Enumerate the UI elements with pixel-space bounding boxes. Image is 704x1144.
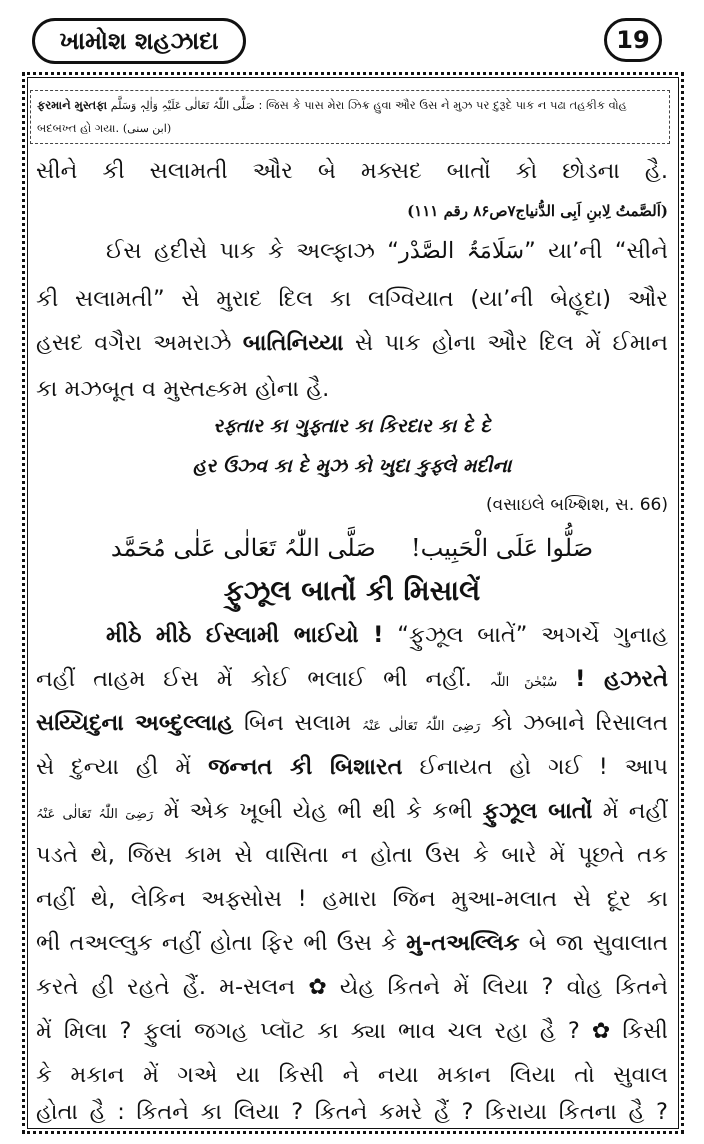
poem-reference: (વસાઇલે બખ્શિશ, સ. 66) (485, 495, 668, 515)
text-line-2-a: ઈસ હદીસે પાક કે અલ્ફાઝ “ (106, 238, 399, 264)
text-line-17: હોતા હૈ : કિતને કા લિયા ? કિતને કમરે હૈં ? કિરાયા કિતના હૈ ? (36, 1099, 668, 1125)
text-line-13-a: ભી તઅલ્લુક નહીં હોતા ફિર ભી ઉસ કે (36, 930, 407, 956)
text-line-12: નહીં થે, લેકિન અફ્સોસ ! હમારા જિન મુઆ-મલાત સે દૂર કા (36, 886, 668, 912)
text-line-7 (36, 656, 668, 702)
text-line-1: સીને કી સલામતી ઔર બે મક્સદ બાતોં કો છોડના હૈ. (36, 158, 668, 184)
text-line-4-a: હસદ વગૈરા અમરાઝે (36, 330, 243, 356)
text-line-6 (36, 612, 668, 658)
salawat-line (36, 526, 668, 570)
book-title: ખામોશ શહઝાદા (32, 18, 246, 64)
arabic-radiallah-2: رَضِیَ اللّٰہُ تَعَالٰی عَنْہُ (36, 807, 154, 822)
hadith-honorific: صَلَّی اللّٰہُ تَعَالٰی عَلَیْہِ وَاٰلِہٖ وَسَلَّم (110, 99, 255, 112)
hadith-source: (ابن سنی) (122, 122, 172, 135)
reference-line: (اَلصَّمتُ لِابنِ اَبِی الدُّنیاج۷ص۸۶ رقم ۱۱۱) (407, 202, 668, 220)
text-line-13 (36, 920, 668, 966)
poem-line-1: રફ્તાર કા ગુફ્તાર કા કિરદાર કા દે દે (213, 415, 491, 437)
salawat-call: صَلُّوا عَلَی الْحَبِیب! (411, 534, 594, 562)
text-line-6-b: “ફુઝૂલ બાતેં” અગર્ચે ગુનાહ (383, 622, 668, 648)
flower-bullet-icon: ✿ (308, 975, 327, 1000)
text-line-13-c: બે જા સુવાલાત (519, 930, 668, 956)
text-line-7-a: નહીં તાહમ ઈસ મેં કોઈ ભલાઈ ભી નહીં. (36, 666, 472, 692)
page-number: 19 (604, 18, 662, 62)
text-line-4 (36, 320, 668, 366)
text-line-10-bold: ફુઝૂલ બાતોં (482, 798, 593, 824)
flower-bullet-icon: ✿ (591, 1019, 611, 1044)
arabic-subhanallah: سُبْحٰنَ اللّٰہ (489, 675, 558, 690)
text-line-2-b: ” યા’ની “સીને (524, 238, 668, 264)
text-line-7-bold: ! હઝરતે (575, 666, 669, 692)
text-line-15 (36, 1008, 668, 1054)
text-line-15-a: મેં મિલા ? ફુલાં જગહ પ્લૉટ કા ક્યા ભાવ ચલ રહા હૈ ? (36, 1018, 592, 1044)
text-line-3: કી સલામતી” સે મુરાદ દિલ કા લગ્વિયાત (યા’ની બેહૂદા) ઔર (36, 286, 668, 312)
text-line-8-b: બિન સલામ (233, 710, 362, 736)
text-line-14-b: યેહ કિતને મેં લિયા ? વોહ કિતને (326, 974, 669, 1000)
salawat-response: صَلَّی اللّٰہُ تَعَالٰی عَلٰی مُحَمَّد (110, 534, 376, 562)
text-line-5: કા મઝબૂત વ મુસ્તહ્કમ હોના હૈ. (36, 376, 330, 402)
text-line-9-bold: જન્નત કી બિશારત (208, 754, 403, 780)
text-line-9-c: ઈનાયત હો ગઈ ! આપ (402, 754, 668, 780)
hadith-box (30, 90, 670, 144)
text-line-10-c: મેં નહીં (592, 798, 668, 824)
arabic-radiallah-1: رَضِیَ اللّٰہُ تَعَالٰی عَنْہُ (361, 719, 481, 734)
text-line-9 (36, 744, 668, 790)
hadith-text-2: બદબખ્ત હો ગયા. (37, 121, 120, 135)
arabic-phrase-salamat: سَلَامَۃُ الصَّدْر (398, 238, 525, 264)
text-line-13-bold: મુ-તઅલ્લિક (406, 930, 520, 956)
text-line-14-a: કરતે હી રહતે હૈં. મ-સલન (36, 974, 309, 1000)
text-line-14 (36, 964, 668, 1010)
hadith-text: : જિસ કે પાસ મેરા ઝિક્ર હુવા ઔર ઉસ ને મુઝ પર દુરૂદે પાક ન પઢા તહકીક વોહ (258, 98, 627, 112)
text-line-6-bold: મીઠે મીઠે ઈસ્લામી ભાઈયો ! (106, 622, 384, 648)
text-line-8-c: કો ઝબાને રિસાલત (480, 710, 668, 736)
text-line-8-bold: સય્યિદુના અબ્દુલ્લાહ (36, 710, 234, 736)
hadith-lead: ફરમાને મુસ્તફા (37, 98, 108, 112)
text-line-4-bold: બાતિનિય્યા (242, 330, 344, 356)
text-line-15-b: કિસી (610, 1018, 668, 1044)
text-line-10-a: મેં એક ખૂબી યેહ ભી થી કે કભી (153, 798, 483, 824)
text-line-2 (36, 228, 668, 274)
text-line-9-a: સે દુન્યા હી મેં (36, 754, 209, 780)
poem-line-2: હર ઉઝ્વ કા દે મુઝ કો ખુદા કુફ્લે મદીના (192, 455, 512, 477)
section-heading: ફુઝૂલ બાતોં કી મિસાલેં (223, 574, 481, 607)
text-line-16: કે મકાન મેં ગએ યા કિસી ને નયા મકાન લિયા તો સુવાલ (36, 1062, 668, 1088)
text-line-11: પડતે થે, જિસ કામ સે વાસિતા ન હોતા ઉસ કે બારે મેં પૂછતે તક (36, 842, 668, 868)
text-line-4-c: સે પાક હોના ઔર દિલ મેં ઈમાન (343, 330, 669, 356)
text-line-10 (36, 788, 668, 834)
text-line-8 (36, 700, 668, 746)
